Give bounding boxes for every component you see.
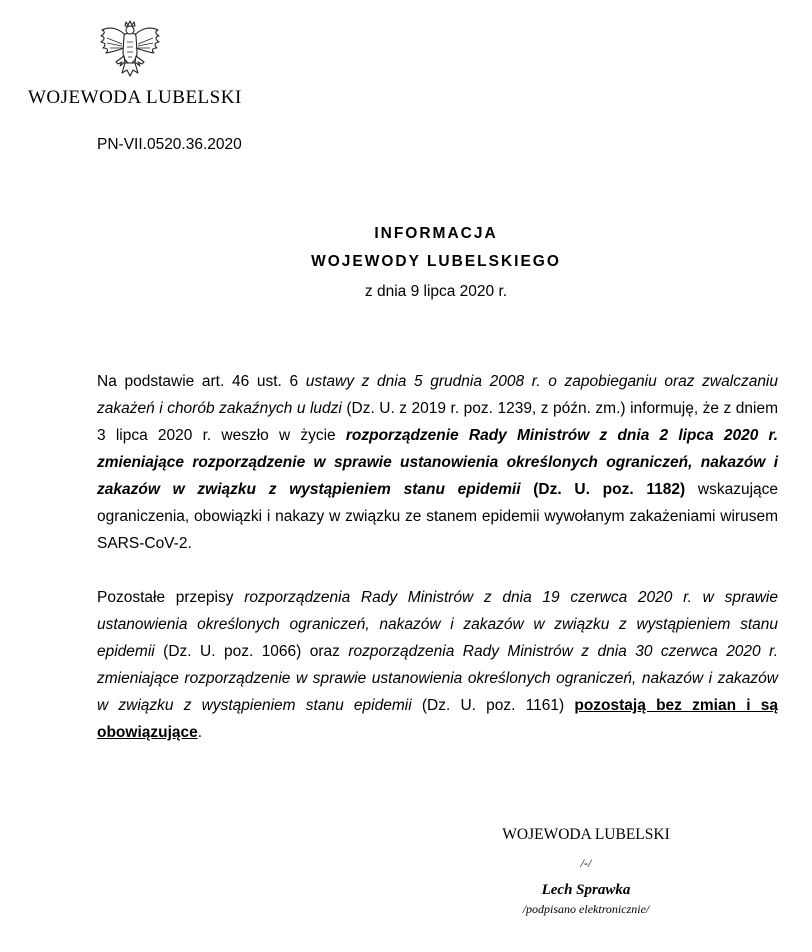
p1-text: wskazujące ograniczenia, obowiązki i nakazy w związku ze stanem epidemii wywołanym zakażeniami wirusem SARS-CoV-2. (97, 481, 779, 552)
white-eagle-emblem-icon (98, 18, 162, 82)
p1-regulation-title: rozporządzenie Rady Ministrów z dnia 2 lipca 2020 r. zmieniające rozporządzenie w sprawie ustanowienia określonych ograniczeń, nakazów i zakazów w związku z wystąpieniem stanu epidemii (97, 427, 779, 498)
paragraph-2 (97, 584, 778, 746)
p2-regulation-title-2: rozporządzenia Rady Ministrów z dnia 30 czerwca 2020 r. zmieniające rozporządzenie w sprawie ustanowienia określonych ograniczeń, nakazów i zakazów w związku z wystąpieniem stanu epidemii (97, 643, 779, 714)
signature-title: WOJEWODA LUBELSKI (502, 826, 670, 843)
signature-mark: /-/ (580, 856, 592, 870)
document-date: z dnia 9 lipca 2020 r. (364, 283, 508, 300)
reference-number: PN-VII.0520.36.2020 (97, 136, 242, 153)
p2-text: Pozostałe przepisy (97, 589, 245, 606)
signatory-name: Lech Sprawka (541, 882, 631, 898)
title-line-2: WOJEWODY LUBELSKIEGO (311, 253, 561, 270)
p2-text: . (197, 724, 203, 741)
p2-text: (Dz. U. poz. 1066) oraz (154, 643, 349, 660)
title-line-1: INFORMACJA (374, 225, 498, 242)
issuer-name: WOJEWODA LUBELSKI (28, 87, 242, 108)
p1-act-title: ustawy z dnia 5 grudnia 2008 r. o zapobieganiu oraz zwalczaniu zakażeń i chorób zakaźnych u ludzi (97, 373, 778, 417)
signature-note: /podpisano elektronicznie/ (522, 902, 650, 916)
paragraph-1 (97, 368, 778, 557)
p1-text: Na podstawie art. 46 ust. 6 (97, 373, 306, 390)
p1-text: (Dz. U. z 2019 r. poz. 1239, z późn. zm.) informuję, że z dniem 3 lipca 2020 r. weszło w życie (97, 400, 778, 444)
p2-emphasis: pozostają bez zmian i są obowiązujące (97, 697, 778, 741)
document-title (0, 220, 812, 306)
p2-regulation-title-1: rozporządzenia Rady Ministrów z dnia 19 czerwca 2020 r. w sprawie ustanowienia określonych ograniczeń, nakazów i zakazów w związku z wystąpieniem stanu epidemii (97, 589, 778, 660)
p1-journal-ref: (Dz. U. poz. 1182) (520, 481, 686, 498)
p2-text: (Dz. U. poz. 1161) (411, 697, 575, 714)
